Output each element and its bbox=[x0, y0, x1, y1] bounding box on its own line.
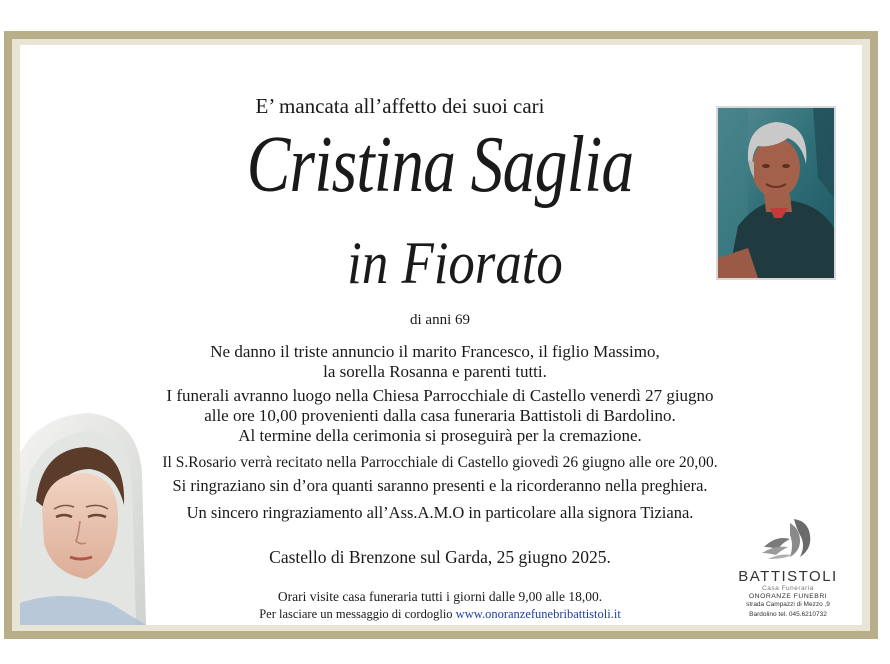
place-date: Castello di Brenzone sul Garda, 25 giugno 2025. bbox=[269, 547, 611, 567]
obituary-card bbox=[20, 45, 862, 625]
madonna-image bbox=[20, 413, 146, 625]
madonna-illustration bbox=[20, 413, 146, 625]
funeral-line-3: Al termine della cerimonia si proseguirà per la cremazione. bbox=[238, 426, 642, 445]
logo-address: strada Campazzi di Mezzo ,9 bbox=[746, 601, 830, 608]
condolence-prefix: Per lasciare un messaggio di cordoglio bbox=[259, 607, 453, 621]
special-thanks-text: Un sincero ringraziamento all’Ass.A.M.O in particolare alla signora Tiziana. bbox=[186, 503, 694, 522]
family-announcement bbox=[150, 342, 720, 382]
portrait-image bbox=[718, 108, 834, 278]
logo-tagline: ONORANZE FUNEBRI bbox=[748, 593, 828, 600]
funeral-line-2: alle ore 10,00 provenienti dalla casa funeraria Battistoli di Bardolino. bbox=[204, 406, 676, 425]
family-line-1: Ne danno il triste annuncio il marito Francesco, il figlio Massimo, bbox=[210, 342, 660, 361]
deceased-name: Cristina Saglia bbox=[246, 121, 634, 209]
married-name: in Fiorato bbox=[347, 230, 563, 296]
logo-phone: Bardolino tel. 045.6210732 bbox=[749, 611, 827, 618]
family-line-2: la sorella Rosanna e parenti tutti. bbox=[323, 362, 547, 381]
age-text: di anni 69 bbox=[410, 312, 470, 328]
portrait-photo bbox=[716, 106, 836, 280]
funeral-home-logo bbox=[732, 517, 844, 617]
logo-emblem-icon bbox=[760, 517, 816, 561]
condolence-link[interactable]: www.onoranzefunebribattistoli.it bbox=[455, 607, 621, 621]
intro-text: E’ mancata all’affetto dei suoi cari bbox=[255, 94, 545, 118]
funeral-details bbox=[140, 386, 740, 446]
condolence-message bbox=[150, 604, 730, 624]
funeral-line-1: I funerali avranno luogo nella Chiesa Parrocchiale di Castello venerdì 27 giugno bbox=[166, 386, 714, 405]
rosary-text: Il S.Rosario verrà recitato nella Parrocchiale di Castello giovedì 26 giugno alle ore 20,00. bbox=[162, 454, 718, 471]
thanks-text: Si ringraziano sin d’ora quanti saranno presenti e la ricorderanno nella preghiera. bbox=[172, 476, 708, 495]
logo-brand: BATTISTOLI bbox=[738, 568, 838, 585]
visit-hours: Orari visite casa funeraria tutti i giorni dalle 9,00 alle 18,00. bbox=[277, 589, 603, 604]
logo-subtitle: Casa Funeraria bbox=[762, 585, 814, 592]
